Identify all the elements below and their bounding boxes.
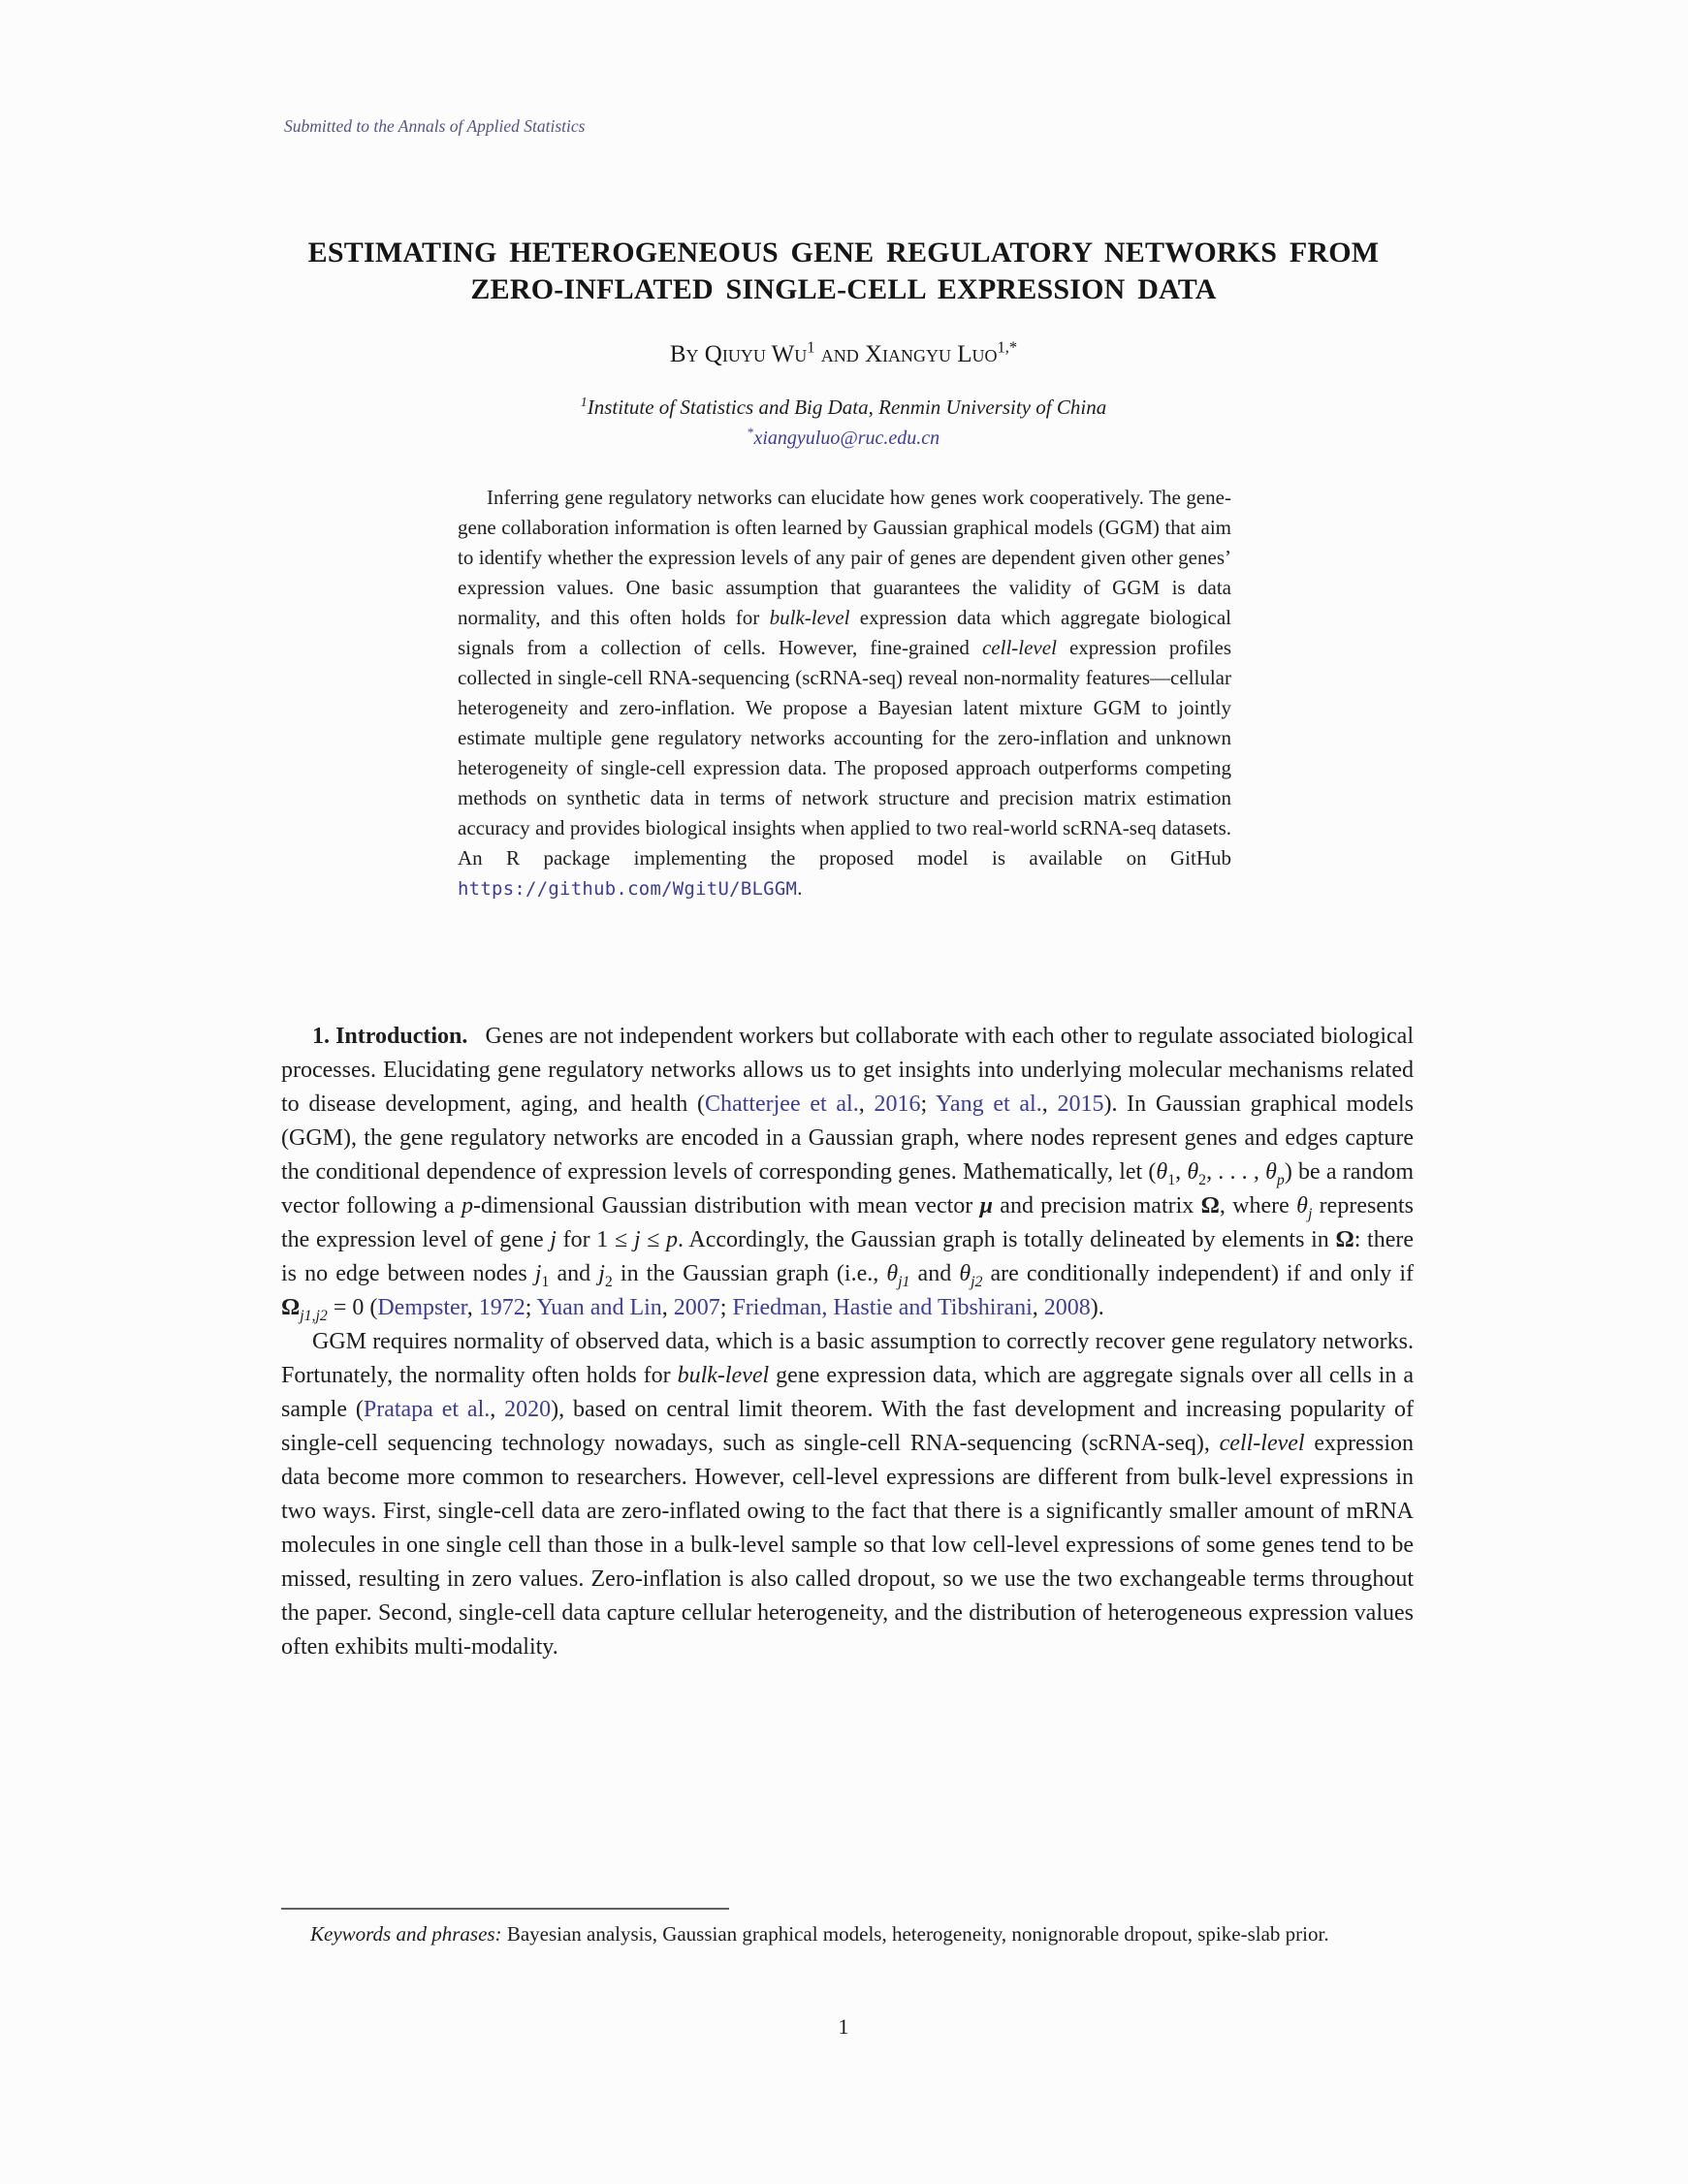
text-segment: ). In Gaussian graphical models (GGM), the gene regulatory networks are encoded in a Gaussian graph, where nodes represent genes and edges capture the conditional dependence of expression levels of corresponding genes. Mathematically, let ( <box>281 1092 1414 1185</box>
text-segment: , <box>661 1295 674 1320</box>
text-segment: : there is no edge between nodes <box>281 1227 1414 1286</box>
abstract <box>458 483 1231 904</box>
citation-link[interactable]: Chatterjee et al. <box>704 1092 859 1117</box>
text-segment: and Xiangyu Luo <box>814 341 998 367</box>
text-segment: j1,j2 <box>300 1307 328 1324</box>
text-segment: . Accordingly, the Gaussian graph is totally delineated by elements in <box>678 1227 1336 1252</box>
paper-title-line1: ESTIMATING HETEROGENEOUS GENE REGULATORY NETWORKS FROM <box>307 237 1380 269</box>
text-segment: θ <box>959 1261 971 1286</box>
text-segment: ). <box>1090 1295 1104 1320</box>
text-segment: ), based on central limit theorem. With the fast development and increasing popularity of single-cell sequencing technology nowadays, such as single-cell RNA-sequencing (scRNA-seq), <box>281 1397 1414 1456</box>
text-segment: p <box>666 1227 679 1252</box>
text-segment: expression profiles collected in single-cell RNA-sequencing (scRNA-seq) reveal non-normality features—cellular heterogeneity and zero-inflation. We propose a Bayesian latent mixture GGM to jointly estimate multiple gene regulatory networks accounting for the zero-inflation and unknown heterogeneity of single-cell expression data. The proposed approach outperforms competing methods on synthetic data in terms of network structure and precision matrix estimation accuracy and provides biological insights when applied to two real-world scRNA-seq datasets. An R package implementing the proposed model is available on GitHub <box>458 636 1231 870</box>
text-segment: , <box>1032 1295 1044 1320</box>
citation-link[interactable]: 2007 <box>673 1295 720 1320</box>
text-segment: θ <box>1187 1159 1199 1185</box>
paper-title-line2: ZERO-INFLATED SINGLE-CELL EXPRESSION DATA <box>470 273 1217 305</box>
text-segment: 1,* <box>997 337 1018 357</box>
text-segment: Ω <box>1200 1193 1220 1219</box>
page-number: 1 <box>838 2014 849 2039</box>
text-segment: p <box>461 1193 473 1219</box>
text-segment: , where <box>1219 1193 1297 1219</box>
text-segment: , <box>466 1295 479 1320</box>
text-segment: , <box>858 1092 875 1117</box>
text-segment: 1. Introduction. <box>312 1024 468 1049</box>
text-segment: , <box>1175 1159 1188 1185</box>
citation-link[interactable]: 1972 <box>478 1295 526 1320</box>
text-segment: and precision matrix <box>992 1193 1201 1219</box>
text-segment: 1 <box>807 337 815 357</box>
citation-link[interactable]: Friedman, Hastie and Tibshirani <box>732 1295 1033 1320</box>
citation-link[interactable]: 2015 <box>1057 1092 1104 1117</box>
text-segment: Ω <box>1335 1227 1354 1252</box>
email-link[interactable]: xiangyuluo@ruc.edu.cn <box>753 427 940 449</box>
github-url-link[interactable]: https://github.com/WgitU/BLGGM <box>458 878 798 900</box>
text-segment: gene expression data, which are aggregate signals over all cells in a sample ( <box>281 1363 1415 1422</box>
text-segment: , . . . , <box>1206 1159 1266 1185</box>
keywords <box>281 1919 1414 1948</box>
text-segment: θ <box>886 1261 899 1286</box>
text-segment: 1 <box>580 395 588 409</box>
text-segment: Ω <box>281 1295 301 1320</box>
text-segment: 1 <box>1167 1171 1176 1188</box>
text-segment: cell-level <box>1219 1431 1305 1456</box>
text-segment: θ <box>1156 1159 1168 1185</box>
text-segment: j <box>1307 1205 1313 1222</box>
text-segment: . <box>797 876 803 900</box>
author-byline <box>233 337 1454 368</box>
affiliation <box>233 396 1454 420</box>
email-footnote-marker[interactable]: * <box>747 425 754 440</box>
text-segment: μ <box>979 1193 993 1219</box>
text-segment: in the Gaussian graph (i.e., <box>612 1261 887 1286</box>
text-segment: Inferring gene regulatory networks can elucidate how genes work cooperatively. The gene-gene collaboration information is often learned by Gaussian graphical models (GGM) that aim to identify whether the expression levels of any pair of genes are dependent given other genes’ expression values. One basic assumption that guarantees the validity of GGM is data normality, and this often holds for <box>458 486 1231 629</box>
text-segment: Keywords and phrases: <box>310 1922 507 1946</box>
text-segment: 2 <box>1198 1171 1207 1188</box>
text-segment: Genes are not independent workers but collaborate with each other to regulate associated biological processes. Elucidating gene regulatory networks allows us to get insights into underlying molecular mechanisms related to disease development, aging, and health ( <box>281 1024 1414 1117</box>
text-segment: j2 <box>971 1273 983 1290</box>
text-segment: expression data become more common to researchers. However, cell-level expressions are different from bulk-level expressions in two ways. First, single-cell data are zero-inflated owing to the fact that there is a significantly smaller amount of mRNA molecules in one single cell than those in a bulk-level sample so that low cell-level expressions of some genes tend to be missed, resulting in zero values. Zero-inflation is also called dropout, so we use the two exchangeable terms throughout the paper. Second, single-cell data capture cellular heterogeneity, and the distribution of heterogeneous expression values often exhibits multi-modality. <box>281 1431 1414 1660</box>
citation-link[interactable]: Yang et al. <box>936 1092 1042 1117</box>
text-segment: j1 <box>898 1273 910 1290</box>
text-segment: ; <box>525 1295 537 1320</box>
text-segment: bulk-level <box>677 1363 770 1388</box>
text-segment: ≤ <box>640 1227 667 1252</box>
text-segment: j <box>550 1227 557 1252</box>
text-segment: represents the expression level of gene <box>281 1193 1414 1252</box>
text-segment: p <box>1276 1171 1285 1188</box>
text-segment: θ <box>1265 1159 1277 1185</box>
text-segment: and <box>549 1261 599 1286</box>
text-segment: 2 <box>604 1273 613 1290</box>
citation-link[interactable]: 2008 <box>1043 1295 1091 1320</box>
text-segment: ) be a random vector following a <box>281 1159 1415 1219</box>
text-segment: , <box>490 1397 505 1422</box>
text-segment: Bayesian analysis, Gaussian graphical models, heterogeneity, nonignorable dropout, spike-slab prior. <box>506 1922 1329 1946</box>
text-segment: for 1 ≤ <box>556 1227 634 1252</box>
text-segment: bulk-level <box>769 606 850 629</box>
citation-link[interactable]: Dempster <box>377 1295 467 1320</box>
author-email <box>233 427 1454 450</box>
intro-paragraph-2 <box>281 1325 1414 1664</box>
text-segment: Institute of Statistics and Big Data, Renmin University of China <box>587 396 1107 419</box>
keywords-footnote <box>281 1908 1414 1948</box>
citation-link[interactable]: Yuan and Lin <box>536 1295 662 1320</box>
text-segment: and <box>909 1261 960 1286</box>
text-segment: By Qiuyu Wu <box>669 341 808 367</box>
introduction-section <box>281 1020 1414 1664</box>
text-segment: j <box>633 1227 641 1252</box>
text-segment: θ <box>1296 1193 1308 1219</box>
footnote-rule <box>281 1908 729 1910</box>
text-segment: expression data which aggregate biological signals from a collection of cells. However, fine-grained <box>458 606 1232 659</box>
text-segment: = 0 ( <box>327 1295 378 1320</box>
citation-link[interactable]: 2016 <box>874 1092 921 1117</box>
citation-link[interactable]: Pratapa et al. <box>363 1397 491 1422</box>
text-segment: 1 <box>541 1273 550 1290</box>
text-segment: are conditionally independent) if and only if <box>982 1261 1414 1286</box>
text-segment: j <box>598 1261 605 1286</box>
text-segment: ; <box>920 1092 936 1117</box>
text-segment: j <box>534 1261 542 1286</box>
citation-link[interactable]: 2020 <box>504 1397 552 1422</box>
submitted-note: Submitted to the Annals of Applied Statistics <box>284 116 586 136</box>
text-segment: GGM requires normality of observed data, which is a basic assumption to correctly recover gene regulatory networks. Fortunately, the normality often holds for <box>281 1329 1414 1388</box>
intro-paragraph-1 <box>281 1020 1414 1325</box>
paper-title <box>233 235 1454 308</box>
text-segment: -dimensional Gaussian distribution with mean vector <box>472 1193 980 1219</box>
text-segment: , <box>1041 1092 1058 1117</box>
text-segment: cell-level <box>981 636 1057 659</box>
text-segment: ; <box>719 1295 733 1320</box>
